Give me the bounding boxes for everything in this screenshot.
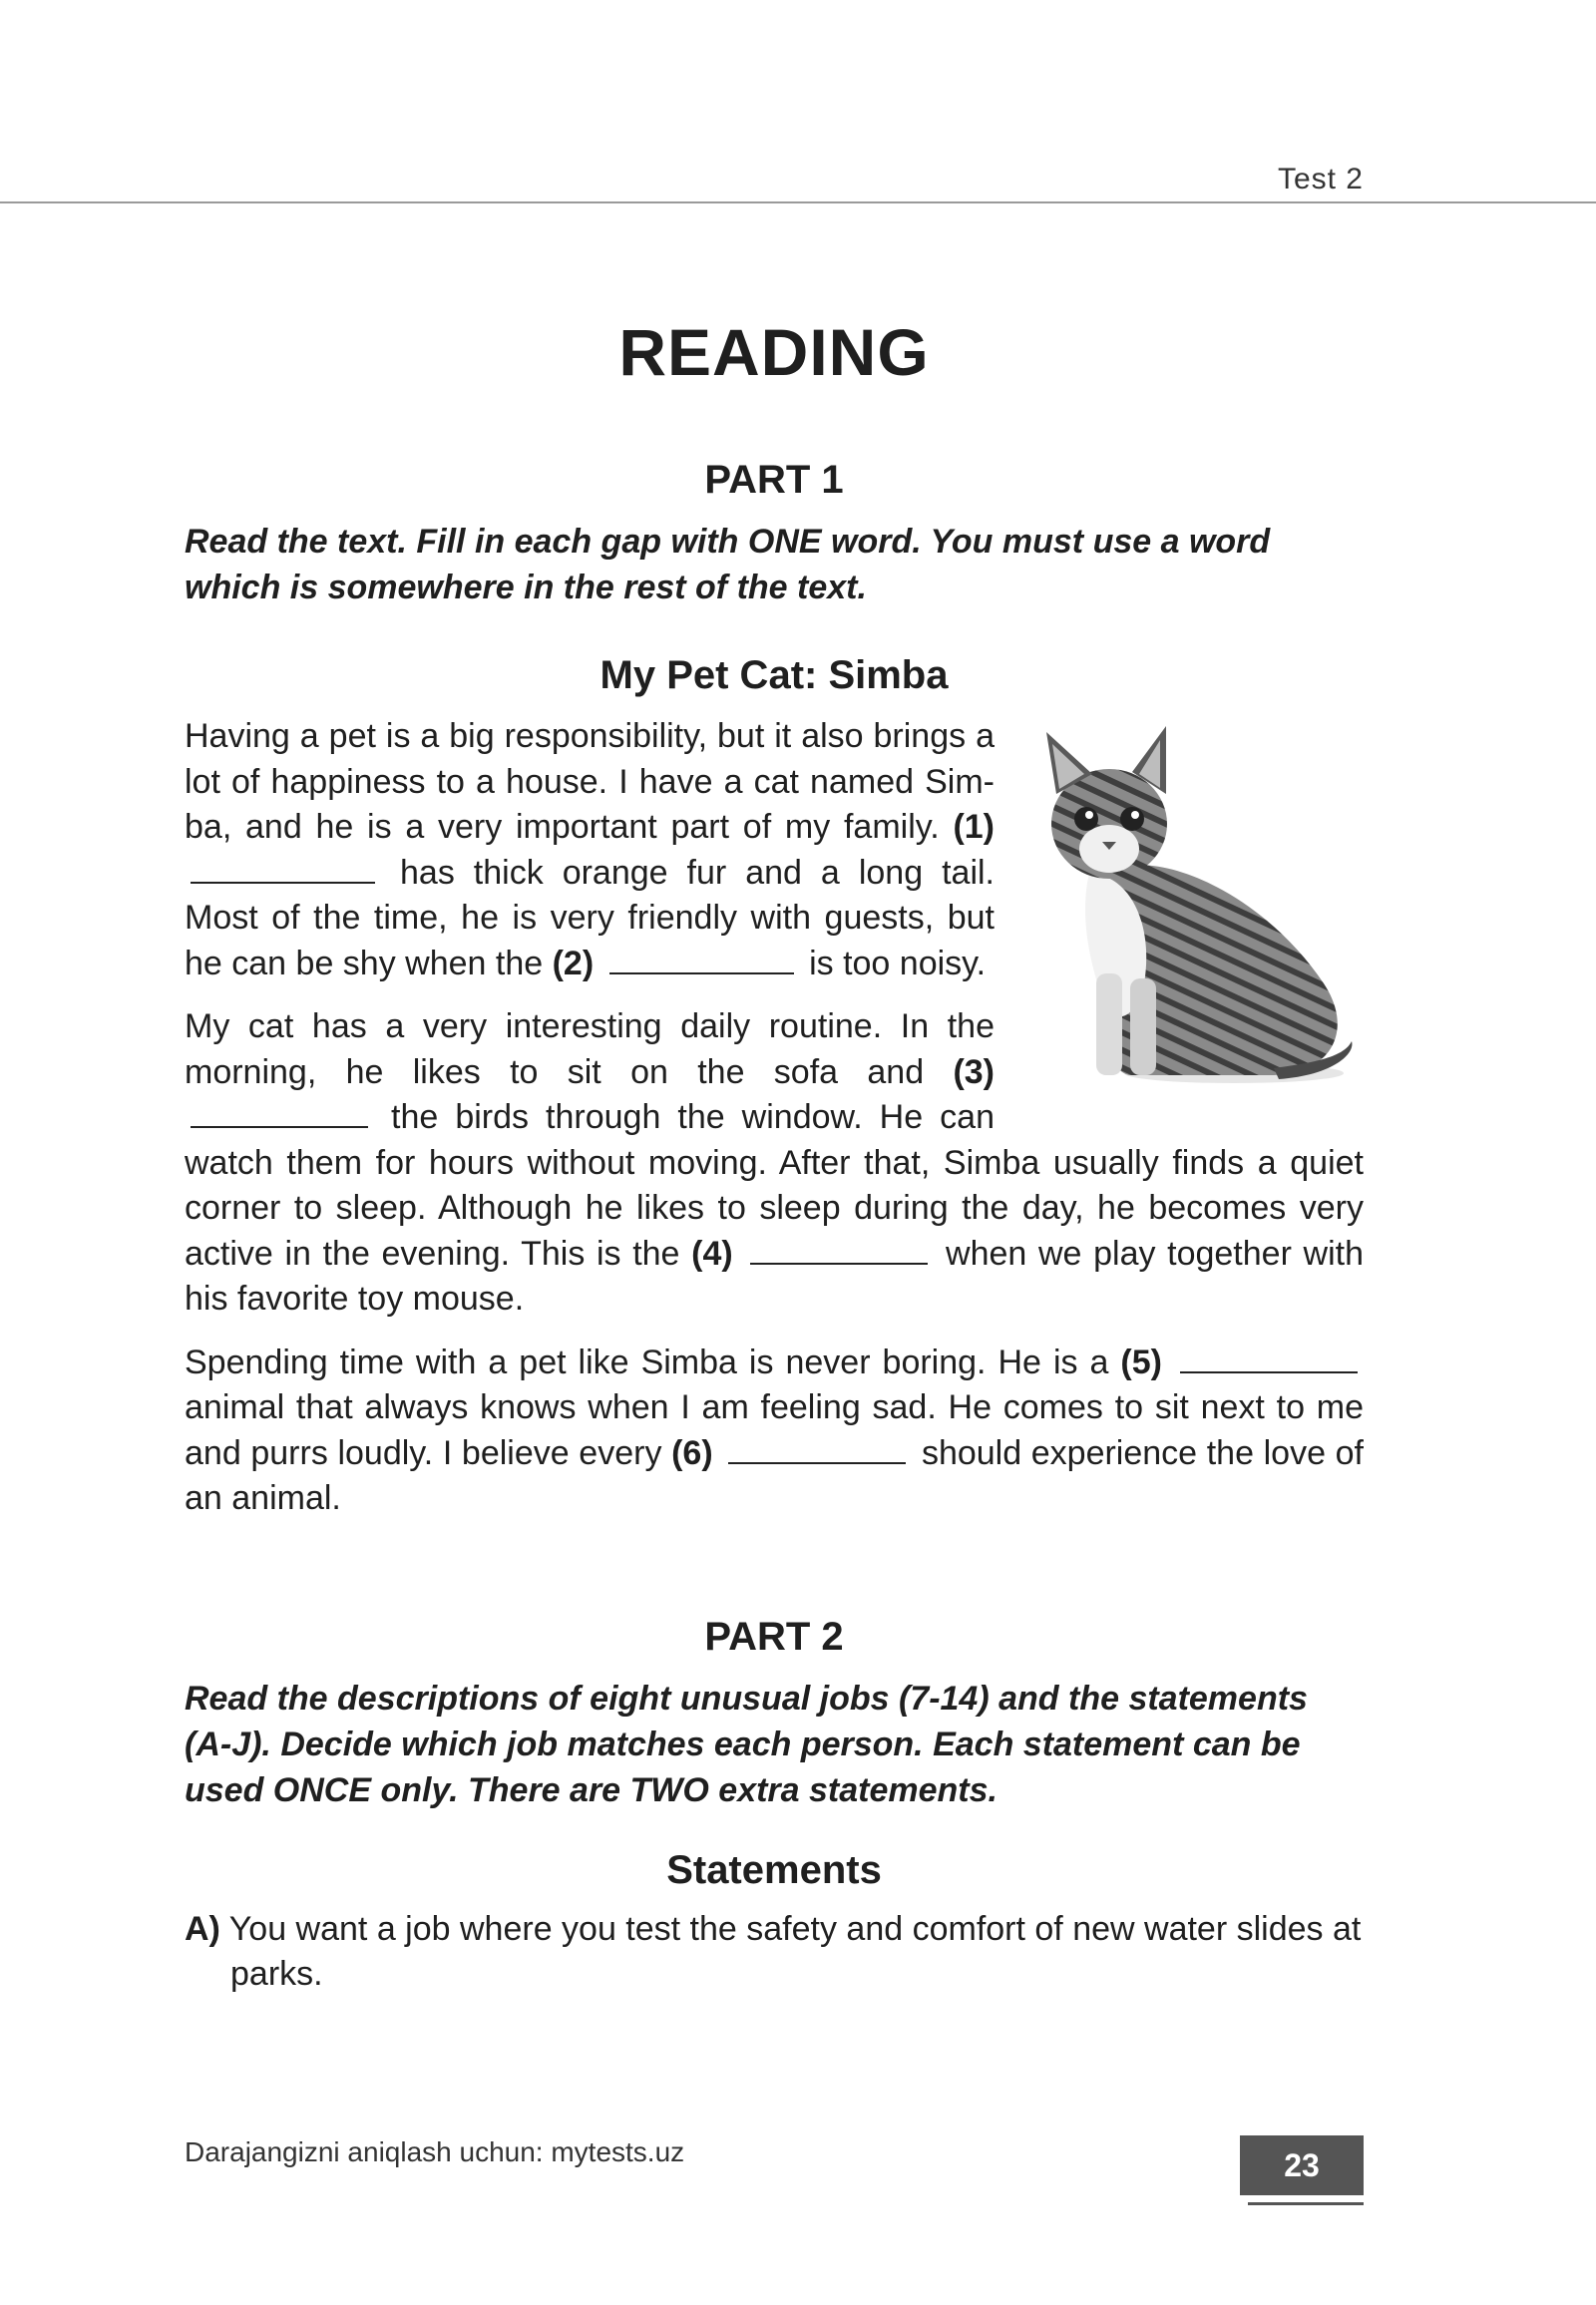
statement-a — [185, 1907, 1364, 1998]
gap-number-4: (4) — [691, 1234, 733, 1273]
cat-illustration — [1034, 724, 1364, 1093]
part1-instructions: Read the text. Fill in each gap with ONE word. You must use a word which is somewhere in the rest of the text. — [185, 523, 1271, 606]
gap-number-5: (5) — [1120, 1343, 1162, 1381]
statements-title: Statements — [666, 1847, 882, 1892]
page-number-underline — [1248, 2202, 1364, 2205]
story-paragraph-2: My cat has a very interesting daily routine. In the morning, he likes to sit on the sofa and (3) the birds through the window. He can watch them for hours without moving. After that, Simba usually finds a quiet corner to sleep. Although he likes to sleep during the day, he becomes very active in the evening. This is the (4) when we play together with his favorite toy mouse. — [185, 1007, 1365, 1318]
header-divider — [0, 201, 1596, 203]
gap-blank-2[interactable] — [609, 945, 794, 974]
part2-instructions: Read the descriptions of eight unusual jobs (7-14) and the statements (A-J). Decide which job matches each person. Each statement can be used ONCE only. There are TWO extra statements. — [185, 1679, 1308, 1809]
story-paragraph-3: Spending time with a pet like Simba is never boring. He is a (5) animal that always knows when I am feeling sad. He comes to sit next to me and purrs loudly. I believe every (6) should experience the love of an animal. — [185, 1343, 1364, 1517]
gap-number-1: (1) — [953, 808, 995, 846]
gap-blank-5[interactable] — [1180, 1344, 1358, 1373]
statement-text: You want a job where you test the safety and comfort of new water slides at parks. — [228, 1909, 1362, 1993]
statement-letter: A) — [185, 1909, 220, 1948]
footer-text: Darajangizni aniqlash uchun: mytests.uz — [185, 2136, 685, 2167]
test-label: Test 2 — [1277, 163, 1364, 195]
gap-blank-6[interactable] — [728, 1434, 906, 1464]
gap-number-3: (3) — [953, 1052, 995, 1091]
content — [185, 309, 1364, 1998]
part1-heading: PART 1 — [704, 458, 844, 502]
story — [185, 714, 1364, 1522]
page-number: 23 — [1240, 2135, 1364, 2195]
gap-blank-3[interactable] — [191, 1098, 368, 1128]
gap-blank-1[interactable] — [191, 854, 375, 884]
part2-heading: PART 2 — [704, 1614, 844, 1659]
gap-number-2: (2) — [552, 944, 595, 982]
story-title: My Pet Cat: Simba — [599, 653, 949, 697]
gap-blank-4[interactable] — [750, 1235, 928, 1265]
cat-image — [1034, 724, 1364, 1093]
page-title: READING — [618, 315, 930, 389]
story-paragraph-1: Having a pet is a big responsibility, but it also brings a lot of happiness to a house. I have a cat named Simba, and he is a very important part of my family. (1) has thick orange fur and a long tail. Most of the time, he is very friendly with guests, but he can be shy when the (2) is too noisy. — [185, 717, 995, 982]
gap-number-6: (6) — [671, 1433, 713, 1472]
